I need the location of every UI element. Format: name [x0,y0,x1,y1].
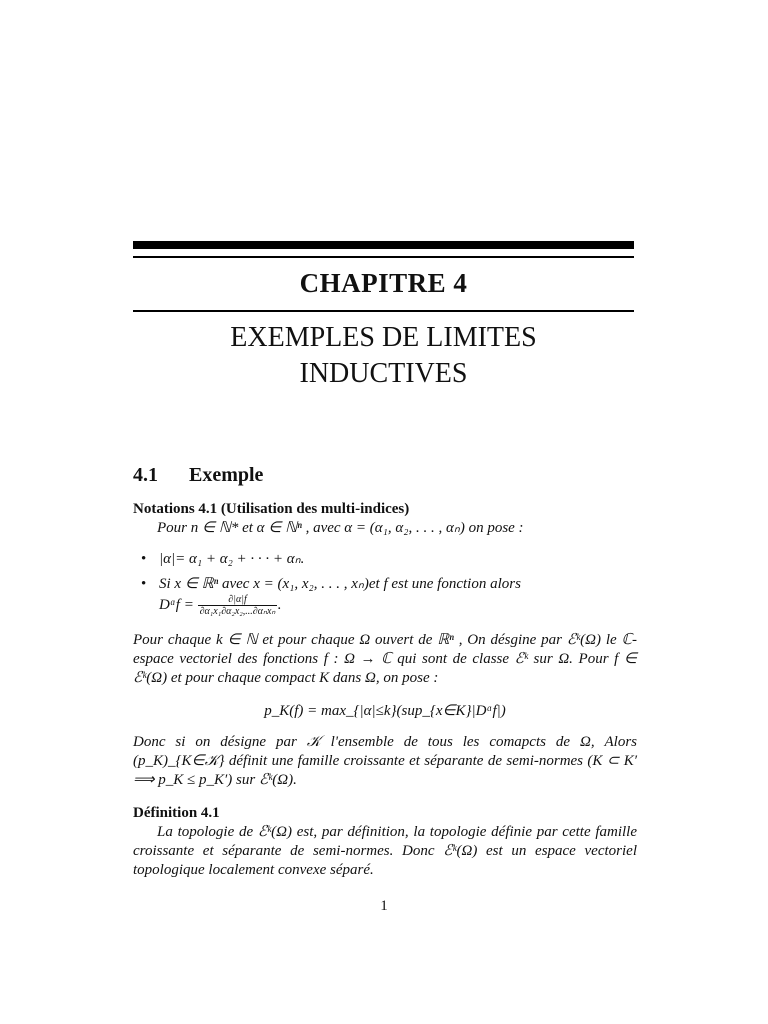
seminorm-formula: p_K(f) = max_{|α|≤k}(sup_{x∈K}|Dᵅf|) [264,703,506,719]
page-body [133,500,637,880]
paragraph-1: Pour chaque k ∈ ℕ et pour chaque Ω ouvert de ℝⁿ , On désgine par ℰᵏ(Ω) le ℂ-espace vectoriel des fonctions f : Ω → ℂ qui sont de classe ℰᵏ sur Ω. Pour f ∈ ℰᵏ(Ω) et pour chaque compact K dans Ω, on pose : [133,632,637,686]
chapter-label: CHAPITRE 4 [299,268,468,298]
section-title: Exemple [189,464,264,486]
derivative-lhs: Dᵅf = [159,596,194,613]
definition-text: La topologie de ℰᵏ(Ω) est, par définition, la topologie définie par cette famille croissante et séparante de semi-normes. Donc ℰᵏ(Ω) est un espace vectoriel topologique localement convexe séparé. [133,824,637,878]
paragraph-2: Donc si on désigne par 𝒦 l'ensemble de tous les comapcts de Ω, Alors (p_K)_{K∈𝒦} définit une famille croissante et séparante de semi-normes (K ⊂ K′ ⟹ p_K ≤ p_K′) sur ℰᵏ(Ω). [133,734,637,788]
chapter-title-line-2: INDUCTIVES [299,358,468,389]
derivative-fraction [198,594,278,617]
notations-heading: Notations 4.1 (Utilisation des multi-indices) [133,501,410,517]
bullet-icon: • [141,576,147,592]
page-number: 1 [380,898,388,914]
list-item [133,550,637,569]
definition-heading: Définition 4.1 [133,805,220,821]
bullet-icon: • [141,551,147,567]
bullet-text-1: |α|= α₁ + α₂ + · · · + αₙ. [159,551,305,567]
top-thick-rule [133,241,634,249]
notations-intro: Pour n ∈ ℕ* et α ∈ ℕⁿ , avec α = (α₁, α₂, . . . , αₙ) on pose : [157,520,524,536]
section-heading [133,464,263,487]
chapter-title [133,320,634,392]
chapter-divider-rule [133,310,634,312]
list-item: • Si x ∈ ℝⁿ avec x = (x₁, x₂, . . . , xₙ)et f est une fonction alors Dᵅf = $\frac{\partial|\alpha|f}{\text{∂α₁x₁∂α₂x₂,...∂αₙxₙ}}$ . [141,576,521,617]
chapter-title-line-1: EXEMPLES DE LIMITES [230,322,537,353]
notations-list [133,550,637,617]
derivative-denominator: ∂α₁x₁∂α₂x₂,...∂αₙxₙ [199,606,276,617]
section-number: 4.1 [133,464,158,486]
top-thin-rule [133,256,634,258]
bullet-text-2: Si x ∈ ℝⁿ avec x = (x₁, x₂, . . . , xₙ)et f est une fonction alors [159,576,521,592]
derivative-numerator: ∂|α|f [198,594,278,606]
